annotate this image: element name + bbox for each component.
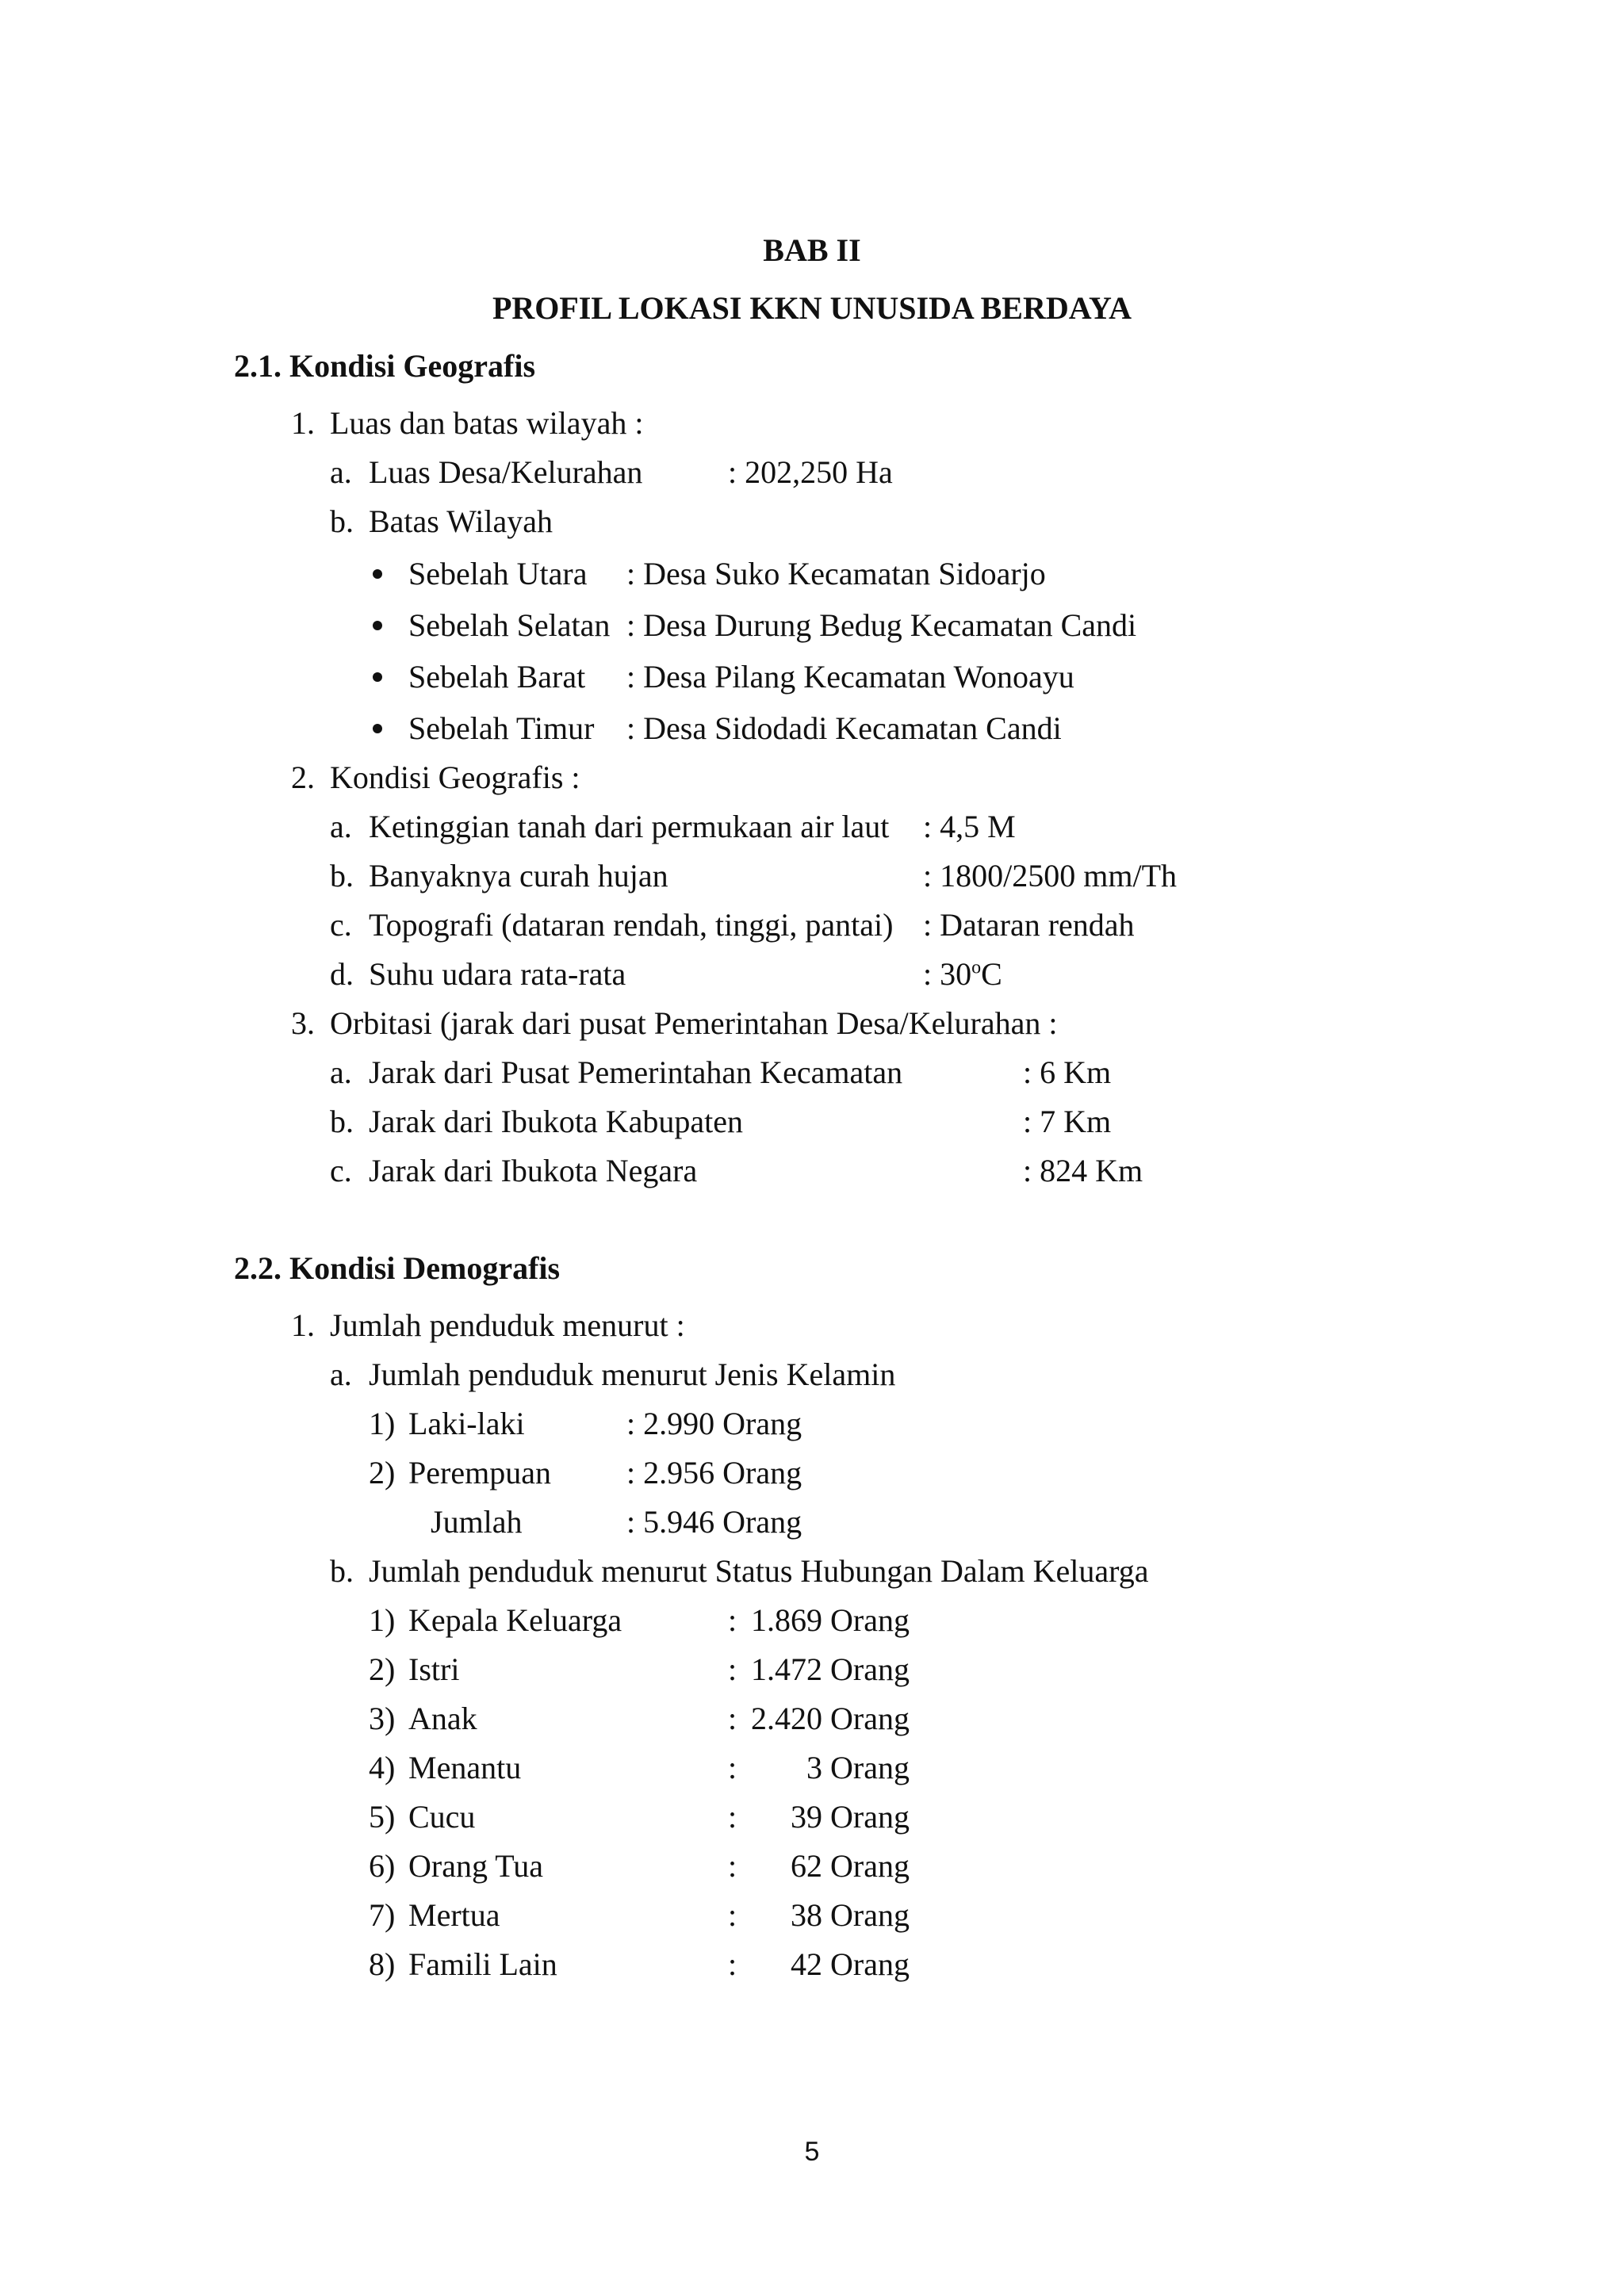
numbered-marker: 2) [369,1651,396,1687]
family-heading: Jumlah penduduk menurut Status Hubungan Dalam Keluarga [369,1553,1149,1589]
total-value: : 5.946 Orang [626,1504,802,1540]
geo-row-label: Ketinggian tanah dari permukaan air laut [369,809,890,844]
sub-marker: a. [330,809,352,844]
sub-marker: c. [330,907,352,943]
border-value: : Desa Sidodadi Kecamatan Candi [626,710,1062,746]
family-label: Orang Tua [408,1848,544,1884]
family-colon: : [728,1701,737,1736]
family-value: 42 Orang [791,1946,910,1982]
temperature-value: : 30$^o$C [923,956,1002,992]
family-label: Istri [408,1651,460,1687]
numbered-marker: 7) [369,1897,396,1933]
border-label: Sebelah Selatan [408,607,611,643]
degree-superscript: o [971,957,982,978]
orbit-row-label: Jarak dari Ibukota Kabupaten [369,1104,744,1139]
orbit-row-value: : 7 Km [1023,1104,1112,1139]
border-value: : Desa Durung Bedug Kecamatan Candi [626,607,1137,643]
border-label: Sebelah Barat [408,659,586,695]
orbit-row-value: : 6 Km [1023,1054,1112,1090]
total-label: Jumlah [431,1504,523,1540]
luas-desa-value: : 202,250 Ha [728,454,893,490]
page-title: PROFIL LOKASI KKN UNUSIDA BERDAYA [492,290,1132,326]
list-item-label: Luas dan batas wilayah : [330,405,644,441]
gender-label: Laki-laki [408,1406,525,1441]
border-value: : Desa Pilang Kecamatan Wonoayu [626,659,1074,695]
list-marker: 1. [291,405,315,441]
sub-marker: b. [330,858,354,894]
family-label: Anak [408,1701,477,1736]
numbered-marker: 3) [369,1701,396,1736]
sub-marker: c. [330,1153,352,1188]
family-colon: : [728,1651,737,1687]
geo-row-label: Suhu udara rata-rata [369,956,626,992]
family-label: Kepala Keluarga [408,1602,622,1638]
family-colon: : [728,1946,737,1982]
family-value: 3 Orang [806,1750,910,1785]
sub-marker: b. [330,503,354,539]
numbered-marker: 8) [369,1946,396,1982]
bullet-icon [373,569,382,579]
family-value: 1.472 Orang [751,1651,910,1687]
numbered-marker: 2) [369,1455,396,1490]
section-heading-demografis: 2.2. Kondisi Demografis [234,1250,561,1286]
family-value: 38 Orang [791,1897,910,1933]
gender-value: : 2.990 Orang [626,1406,802,1441]
numbered-marker: 5) [369,1799,396,1835]
numbered-marker: 4) [369,1750,396,1785]
family-label: Mertua [408,1897,500,1933]
family-colon: : [728,1897,737,1933]
sub-marker: b. [330,1104,354,1139]
family-label: Menantu [408,1750,522,1785]
list-marker: 3. [291,1005,315,1041]
family-value: 2.420 Orang [751,1701,910,1736]
gender-value: : 2.956 Orang [626,1455,802,1490]
bullet-icon [373,621,382,630]
batas-wilayah-label: Batas Wilayah [369,503,553,539]
sub-marker: a. [330,454,352,490]
numbered-marker: 1) [369,1602,396,1638]
family-colon: : [728,1799,737,1835]
orbit-row-label: Jarak dari Ibukota Negara [369,1153,698,1188]
family-colon: : [728,1848,737,1884]
geo-row-label: Banyaknya curah hujan [369,858,668,894]
family-label: Famili Lain [408,1946,557,1982]
numbered-marker: 6) [369,1848,396,1884]
chapter-heading: BAB II [763,232,861,268]
family-label: Cucu [408,1799,476,1835]
page-number: 5 [804,2137,820,2167]
border-value: : Desa Suko Kecamatan Sidoarjo [626,556,1046,591]
border-label: Sebelah Utara [408,556,588,591]
section-heading-geografis: 2.1. Kondisi Geografis [234,348,536,384]
geo-row-value: : Dataran rendah [923,907,1135,943]
geo-row-value: : 1800/2500 mm/Th [923,858,1177,894]
family-value: 39 Orang [791,1799,910,1835]
geo-row-value: : 4,5 M [923,809,1016,844]
geo-row-label: Topografi (dataran rendah, tinggi, pantai) [369,907,894,943]
list-item-label: Jumlah penduduk menurut : [330,1307,685,1343]
list-marker: 1. [291,1307,315,1343]
sub-marker: b. [330,1553,354,1589]
gender-heading: Jumlah penduduk menurut Jenis Kelamin [369,1357,896,1392]
luas-desa-label: Luas Desa/Kelurahan [369,454,643,490]
bullet-icon [373,724,382,733]
sub-marker: a. [330,1357,352,1392]
orbit-row-label: Jarak dari Pusat Pemerintahan Kecamatan [369,1054,903,1090]
orbit-row-value: : 824 Km [1023,1153,1143,1188]
border-label: Sebelah Timur [408,710,595,746]
family-colon: : [728,1750,737,1785]
list-item-label: Orbitasi (jarak dari pusat Pemerintahan Desa/Kelurahan : [330,1005,1058,1041]
sub-marker: d. [330,956,354,992]
bullet-icon [373,672,382,682]
family-value: 62 Orang [791,1848,910,1884]
list-item-label: Kondisi Geografis : [330,760,580,795]
sub-marker: a. [330,1054,352,1090]
family-colon: : [728,1602,737,1638]
numbered-marker: 1) [369,1406,396,1441]
gender-label: Perempuan [408,1455,551,1490]
family-value: 1.869 Orang [751,1602,910,1638]
list-marker: 2. [291,760,315,795]
